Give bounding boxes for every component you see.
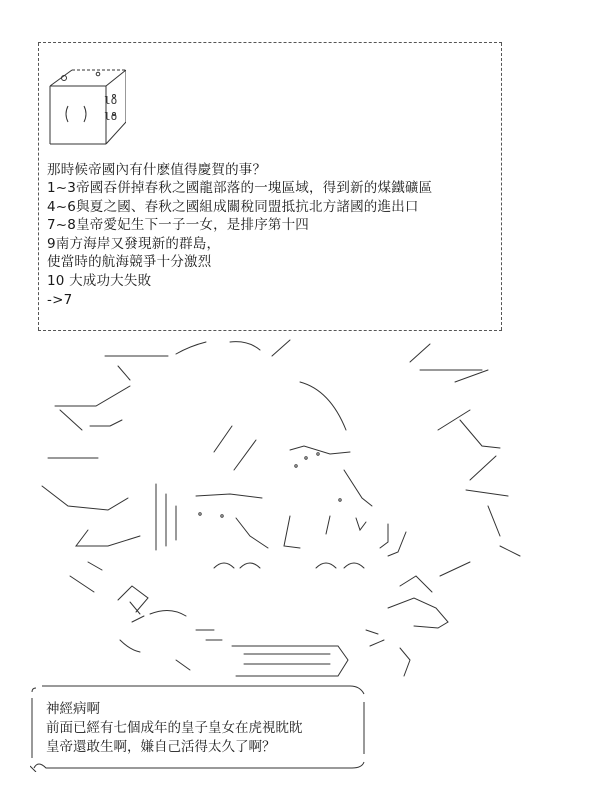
narration-line: ->7 [47,292,73,308]
narration-line: 7~8皇帝愛妃生下一子一女，是排序第十四 [47,217,309,233]
narration-line: 9南方海岸又發現新的群島， [47,236,221,252]
dice-icon [46,66,126,148]
narration-line: 使當時的航海競爭十分激烈 [47,254,212,270]
svg-text:lo: lo [104,110,118,123]
character-illustration [0,330,608,690]
svg-text:lo: lo [104,94,118,107]
speech-line: 皇帝還敢生啊，嫌自己活得太久了啊？ [46,739,276,755]
speech-line: 前面已經有七個成年的皇子皇女在虎視眈眈 [46,720,303,736]
narration-line: 1~3帝國吞併掉春秋之國龍部落的一塊區域，得到新的煤鐵礦區 [47,180,433,196]
narration-line: 10 大成功大失敗 [47,273,152,289]
speech-line: 神經病啊 [46,701,100,717]
narration-line: 4~6與夏之國、春秋之國組成關稅同盟抵抗北方諸國的進出口 [47,199,419,215]
narration-line: 那時候帝國內有什麽值得慶賀的事？ [47,162,267,178]
